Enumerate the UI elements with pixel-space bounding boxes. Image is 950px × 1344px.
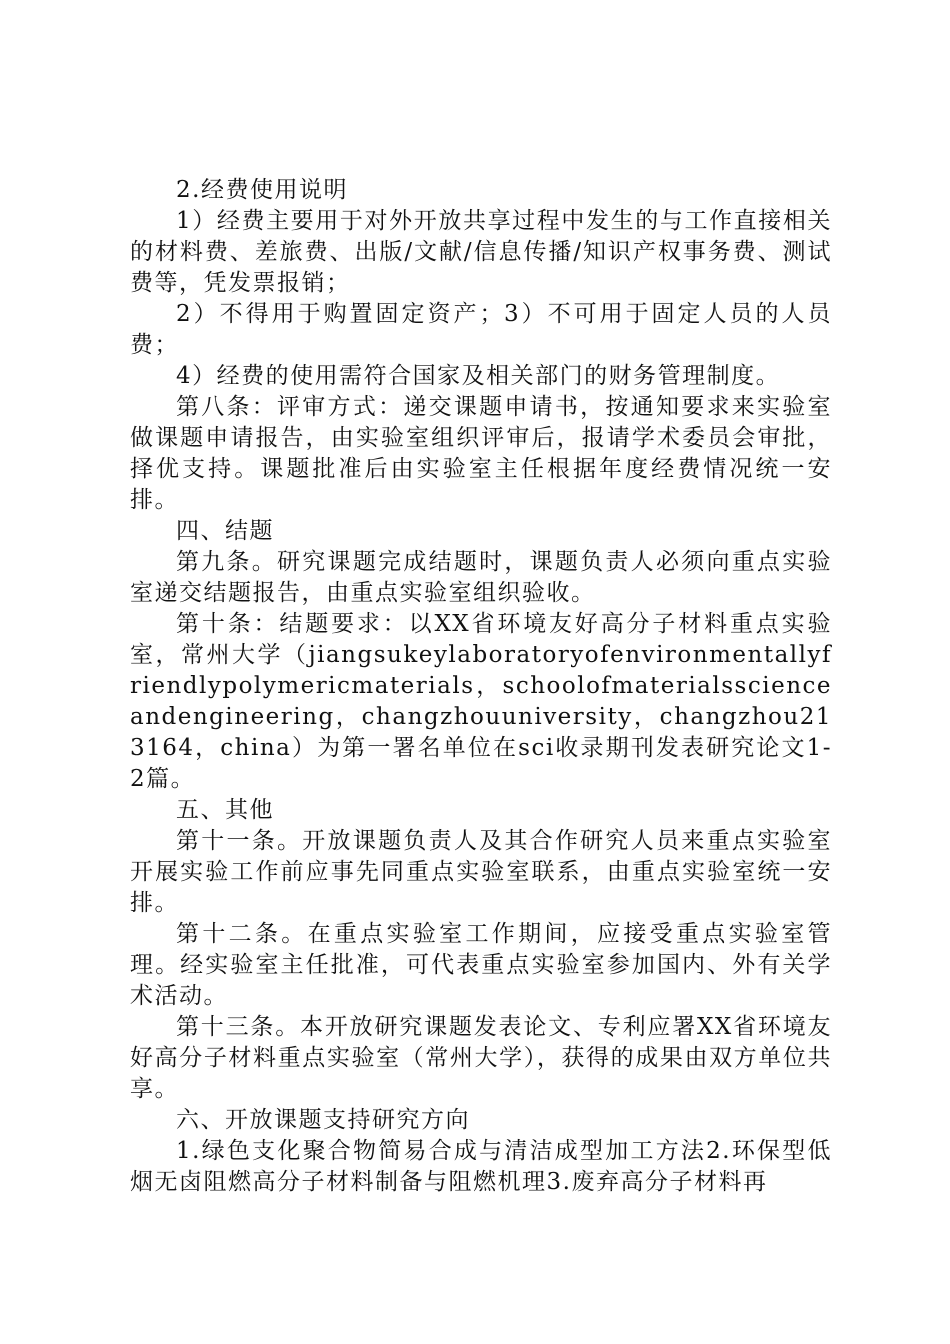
document-body [130, 175, 832, 1198]
section-heading-other: 五、其他 [176, 797, 274, 823]
section-heading-conclusion: 四、结题 [176, 518, 274, 544]
paragraph-article-11: 第十一条。开放课题负责人及其合作研究人员来重点实验室开展实验工作前应事先同重点实验室联系，由重点实验室统一安排。 [130, 828, 832, 916]
paragraph-funding-item-1: 1）经费主要用于对外开放共享过程中发生的与工作直接相关的材料费、差旅费、出版/文献/信息传播/知识产权事务费、测试费等，凭发票报销； [130, 208, 832, 296]
section-heading-research-directions: 六、开放课题支持研究方向 [176, 1107, 470, 1133]
paragraph-funding-item-4: 4）经费的使用需符合国家及相关部门的财务管理制度。 [176, 363, 781, 389]
paragraph-article-8: 第八条：评审方式：递交课题申请书，按通知要求来实验室做课题申请报告，由实验室组织评审后，报请学术委员会审批，择优支持。课题批准后由实验室主任根据年度经费情况统一安排。 [130, 394, 832, 513]
paragraph-funding-item-2-3: 2）不得用于购置固定资产；3）不可用于固定人员的人员费； [130, 301, 832, 358]
section-heading-funding-usage: 2.经费使用说明 [176, 177, 348, 203]
paragraph-research-directions: 1.绿色支化聚合物简易合成与清洁成型加工方法2.环保型低烟无卤阻燃高分子材料制备与阻燃机理3.废弃高分子材料再 [130, 1138, 832, 1195]
paragraph-article-13: 第十三条。本开放研究课题发表论文、专利应署XX省环境友好高分子材料重点实验室（常州大学），获得的成果由双方单位共享。 [130, 1014, 832, 1102]
paragraph-article-9: 第九条。研究课题完成结题时，课题负责人必须向重点实验室递交结题报告，由重点实验室组织验收。 [130, 549, 832, 606]
paragraph-article-10: 第十条：结题要求：以XX省环境友好高分子材料重点实验室，常州大学（jiangsukeylaboratoryofenvironmentallyfriendlypolymericmaterials，schoolofmaterialsscienceandengineering，changzhouuniversity，changzhou213164，china）为第一署名单位在sci收录期刊发表研究论文1-2篇。 [130, 611, 832, 792]
paragraph-article-12: 第十二条。在重点实验室工作期间，应接受重点实验室管理。经实验室主任批准，可代表重点实验室参加国内、外有关学术活动。 [130, 921, 832, 1009]
